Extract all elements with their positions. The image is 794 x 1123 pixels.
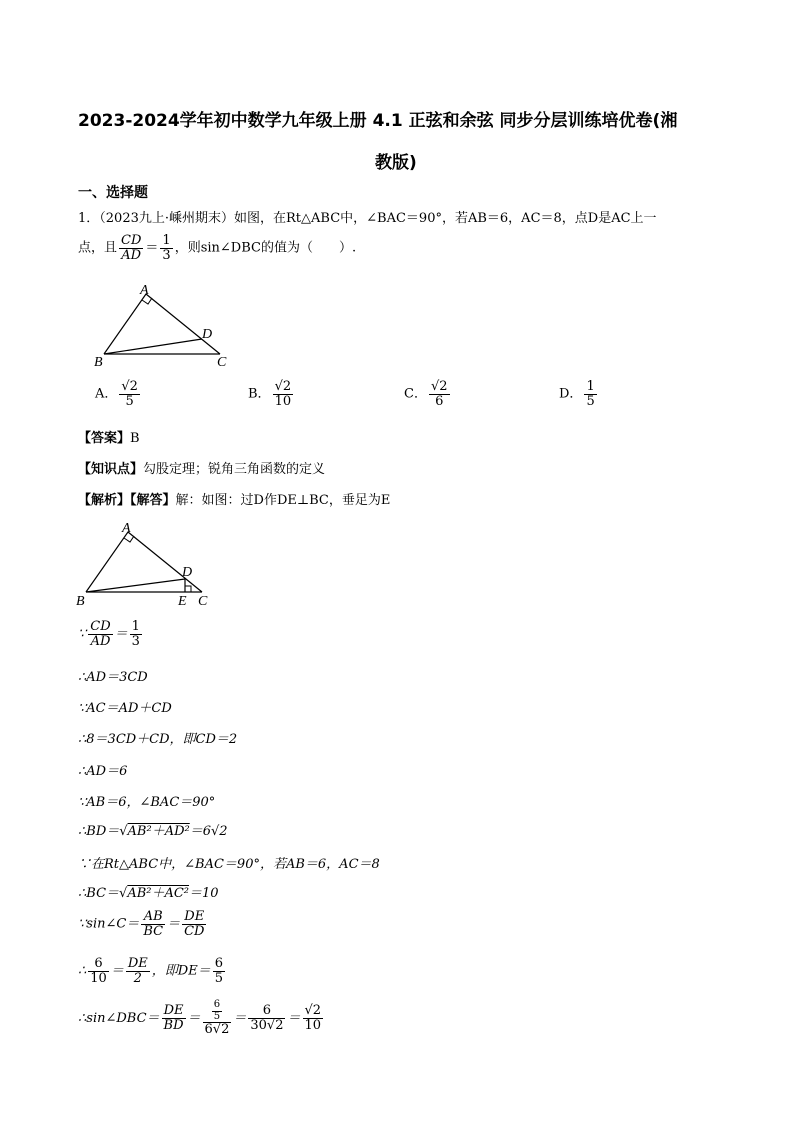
figure1-label-a: A xyxy=(140,283,149,298)
step-12: ∴sin∠DBC＝ $\frac{DE}{BD}$ ＝ $\frac{\frac{6}{5}}{6√2}$ ＝ $\frac{6}{30√2}$ ＝ $\frac{√2}{10}$ xyxy=(78,999,322,1037)
figure2-label-d: D xyxy=(182,565,193,580)
step-10: ∵sin∠C＝ $\frac{AB}{BC}$ ＝ $\frac{DE}{CD}$ xyxy=(78,909,205,939)
option-a: A． $\frac{√2}{5}$ xyxy=(95,379,138,409)
option-c: C． $\frac{√2}{6}$ xyxy=(404,379,448,409)
step-9: ∴BC＝√AB²＋AC²＝10 xyxy=(78,886,219,901)
option-b: B． $\frac{√2}{10}$ xyxy=(248,379,292,409)
triangle-figure-2 xyxy=(72,518,222,610)
answer-line xyxy=(78,427,140,446)
figure2-label-e: E xyxy=(178,594,187,609)
question-text-2-pre: 点，且 xyxy=(78,240,118,256)
figure1-label-b: B xyxy=(94,355,103,370)
analysis-tag: 【解析】【解答】 xyxy=(78,493,176,508)
document-title-line1: 2023-2024学年初中数学九年级上册 4.1 正弦和余弦 同步分层训练培优卷(湘 xyxy=(78,111,678,131)
section-heading: 一、选择题 xyxy=(78,185,148,201)
question-text-2-post: ，则sin∠DBC的值为（ ）. xyxy=(174,240,357,256)
condition-ratio: $\frac{1}{3}$ xyxy=(162,233,171,263)
question-line-1 xyxy=(78,207,657,226)
knowledge-tag: 【知识点】 xyxy=(78,462,144,477)
step-6: ∵AB＝6，∠BAC＝90° xyxy=(78,795,216,810)
step-8: ∵在Rt△ABC中，∠BAC＝90°，若AB＝6，AC＝8 xyxy=(78,857,380,872)
figure2-label-b: B xyxy=(76,594,85,609)
condition-equals: ＝ xyxy=(145,240,159,256)
option-d: D． $\frac{1}{5}$ xyxy=(559,379,595,409)
step-3: ∵AC＝AD＋CD xyxy=(78,701,172,716)
answer-value: B xyxy=(130,431,140,446)
step-2: ∴AD＝3CD xyxy=(78,670,148,685)
document-title-line2: 教版) xyxy=(375,153,417,173)
triangle-figure-1 xyxy=(90,282,240,370)
condition-fraction: $\frac{CD}{AD}$ xyxy=(121,233,142,263)
question-source: （2023九上·嵊州期末） xyxy=(99,211,234,226)
step-5: ∴AD＝6 xyxy=(78,764,128,779)
figure1-label-c: C xyxy=(217,355,227,370)
question-text-1: 如图，在Rt△ABC中，∠BAC＝90°，若AB＝6，AC＝8，点D是AC上一 xyxy=(234,211,657,226)
answer-tag: 【答案】 xyxy=(78,431,131,446)
knowledge-value: 勾股定理；锐角三角函数的定义 xyxy=(143,462,326,477)
step-1: ∵ $\frac{CD}{AD}$ ＝ $\frac{1}{3}$ xyxy=(78,619,140,649)
figure2-label-a: A xyxy=(122,521,131,536)
knowledge-line xyxy=(78,458,325,477)
analysis-line xyxy=(78,489,390,508)
analysis-value: 解：如图：过D作DE⊥BC，垂足为E xyxy=(175,493,391,508)
figure2-label-c: C xyxy=(198,594,208,609)
step-7: ∴BD＝√AB²＋AD²＝6√2 xyxy=(78,824,228,839)
step-4: ∴8＝3CD＋CD，即CD＝2 xyxy=(78,732,238,747)
question-number: 1． xyxy=(78,211,100,226)
step-11: ∴ $\frac{6}{10}$ ＝ $\frac{DE}{2}$ ，即DE＝ $\frac{6}{5}$ xyxy=(78,956,223,986)
question-line-2 xyxy=(78,234,356,262)
figure1-label-d: D xyxy=(202,327,213,342)
